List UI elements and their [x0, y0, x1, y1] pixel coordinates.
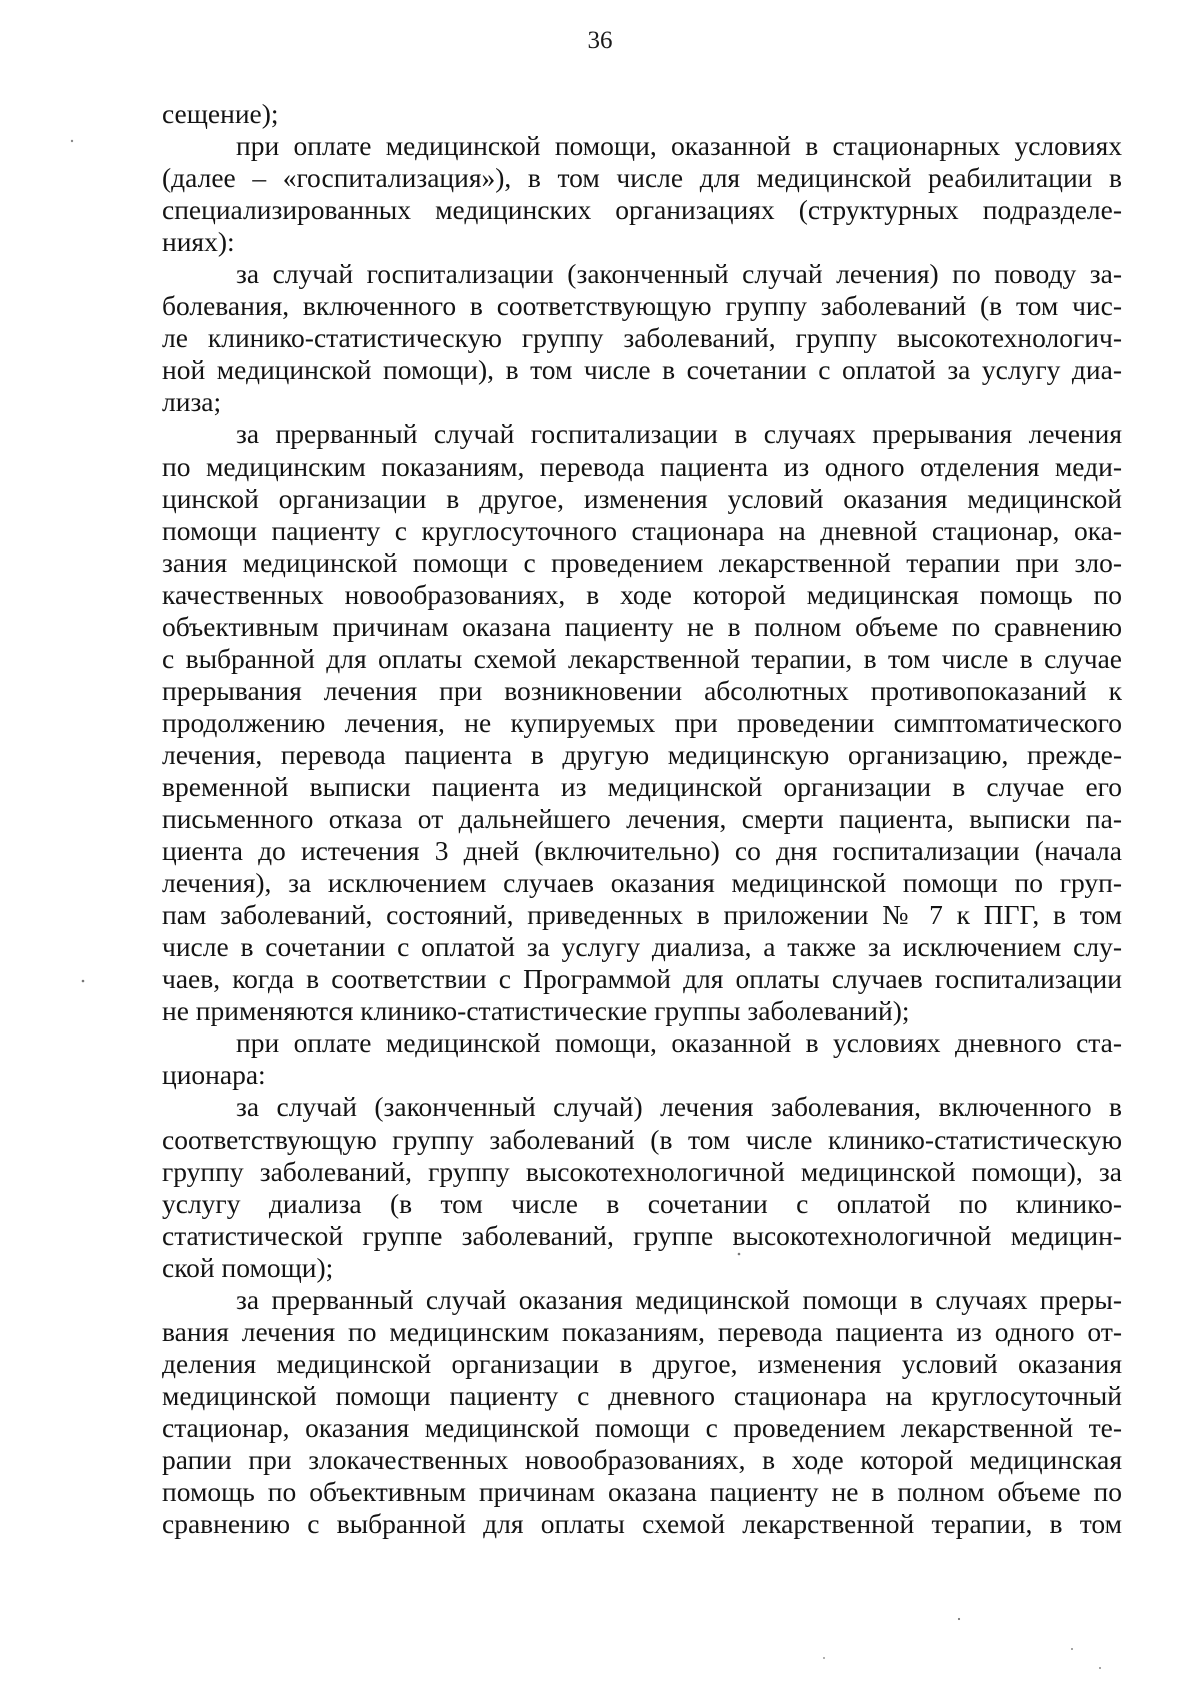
text-line: лечения), за исключением случаев оказания медицинской помощи по груп-: [162, 867, 1122, 899]
text-line: болевания, включенного в соответствующую группу заболеваний (в том чис-: [162, 290, 1122, 322]
text-line: цинской организации в другое, изменения условий оказания медицинской: [162, 482, 1122, 514]
text-line: соответствующую группу заболеваний (в том числе клинико-статистическую: [162, 1123, 1122, 1155]
text-line: продолжению лечения, не купируемых при проведении симптоматического: [162, 706, 1122, 738]
text-line: услугу диализа (в том числе в сочетании с оплатой по клинико-: [162, 1187, 1122, 1219]
text-line: рапии при злокачественных новообразованиях, в ходе которой медицинская: [162, 1443, 1122, 1475]
text-line: группу заболеваний, группу высокотехнологичной медицинской помощи), за: [162, 1155, 1122, 1187]
text-line: за прерванный случай оказания медицинской помощи в случаях преры-: [236, 1283, 1122, 1315]
text-line: чаев, когда в соответствии с Программой для оплаты случаев госпитализации: [162, 963, 1122, 995]
text-line: объективным причинам оказана пациенту не в полном объеме по сравнению: [162, 610, 1122, 642]
text-line: числе в сочетании с оплатой за услугу диализа, а также за исключением слу-: [162, 931, 1122, 963]
text-line: специализированных медицинских организациях (структурных подразделе-: [162, 194, 1122, 226]
text-line: лиза;: [162, 386, 222, 418]
text-line: (далее – «госпитализация»), в том числе для медицинской реабилитации в: [162, 162, 1122, 194]
text-line: ле клинико-статистическую группу заболеваний, группу высокотехнологич-: [162, 322, 1122, 354]
text-line: зания медицинской помощи с проведением лекарственной терапии при зло-: [162, 546, 1122, 578]
text-line: ниях):: [162, 226, 235, 258]
text-line: циента до истечения 3 дней (включительно) со дня госпитализации (начала: [162, 835, 1122, 867]
text-line: при оплате медицинской помощи, оказанной в стационарных условиях: [236, 130, 1122, 162]
text-line: ской помощи);: [162, 1251, 334, 1283]
text-line: ционара:: [162, 1059, 266, 1091]
text-line: качественных новообразованиях, в ходе которой медицинская помощь по: [162, 578, 1122, 610]
text-line: помощи пациенту с круглосуточного стационара на дневной стационар, ока-: [162, 514, 1122, 546]
text-line: медицинской помощи пациенту с дневного стационара на круглосуточный: [162, 1379, 1122, 1411]
text-line: за случай госпитализации (законченный случай лечения) по поводу за-: [236, 258, 1122, 290]
page-number: 36: [587, 27, 613, 54]
text-line: пам заболеваний, состояний, приведенных в приложении № 7 к ПГГ, в том: [162, 899, 1122, 931]
text-line: не применяются клинико-статистические группы заболеваний);: [162, 995, 910, 1027]
text-line: временной выписки пациента из медицинской организации в случае его: [162, 770, 1122, 802]
text-line: по медицинским показаниям, перевода пациента из одного отделения меди-: [162, 450, 1122, 482]
body-text: [162, 98, 1122, 1540]
text-line: прерывания лечения при возникновении абсолютных противопоказаний к: [162, 674, 1122, 706]
text-line: лечения, перевода пациента в другую медицинскую организацию, прежде-: [162, 738, 1122, 770]
text-line: за прерванный случай госпитализации в случаях прерывания лечения: [236, 418, 1122, 450]
text-line: деления медицинской организации в другое, изменения условий оказания: [162, 1347, 1122, 1379]
text-line: ной медицинской помощи), в том числе в сочетании с оплатой за услугу диа-: [162, 354, 1122, 386]
text-line: за случай (законченный случай) лечения заболевания, включенного в: [236, 1091, 1122, 1123]
text-line: вания лечения по медицинским показаниям, перевода пациента из одного от-: [162, 1315, 1122, 1347]
text-line: сравнению с выбранной для оплаты схемой лекарственной терапии, в том: [162, 1508, 1122, 1540]
text-line: письменного отказа от дальнейшего лечения, смерти пациента, выписки па-: [162, 803, 1122, 835]
text-line: статистической группе заболеваний, группе высокотехнологичной медицин-: [162, 1219, 1122, 1251]
text-line: при оплате медицинской помощи, оказанной в условиях дневного ста-: [236, 1027, 1122, 1059]
text-line: сещение);: [162, 98, 279, 129]
text-line: с выбранной для оплаты схемой лекарственной терапии, в том числе в случае: [162, 642, 1122, 674]
text-line: помощь по объективным причинам оказана пациенту не в полном объеме по: [162, 1476, 1122, 1508]
text-line: стационар, оказания медицинской помощи с проведением лекарственной те-: [162, 1411, 1122, 1443]
